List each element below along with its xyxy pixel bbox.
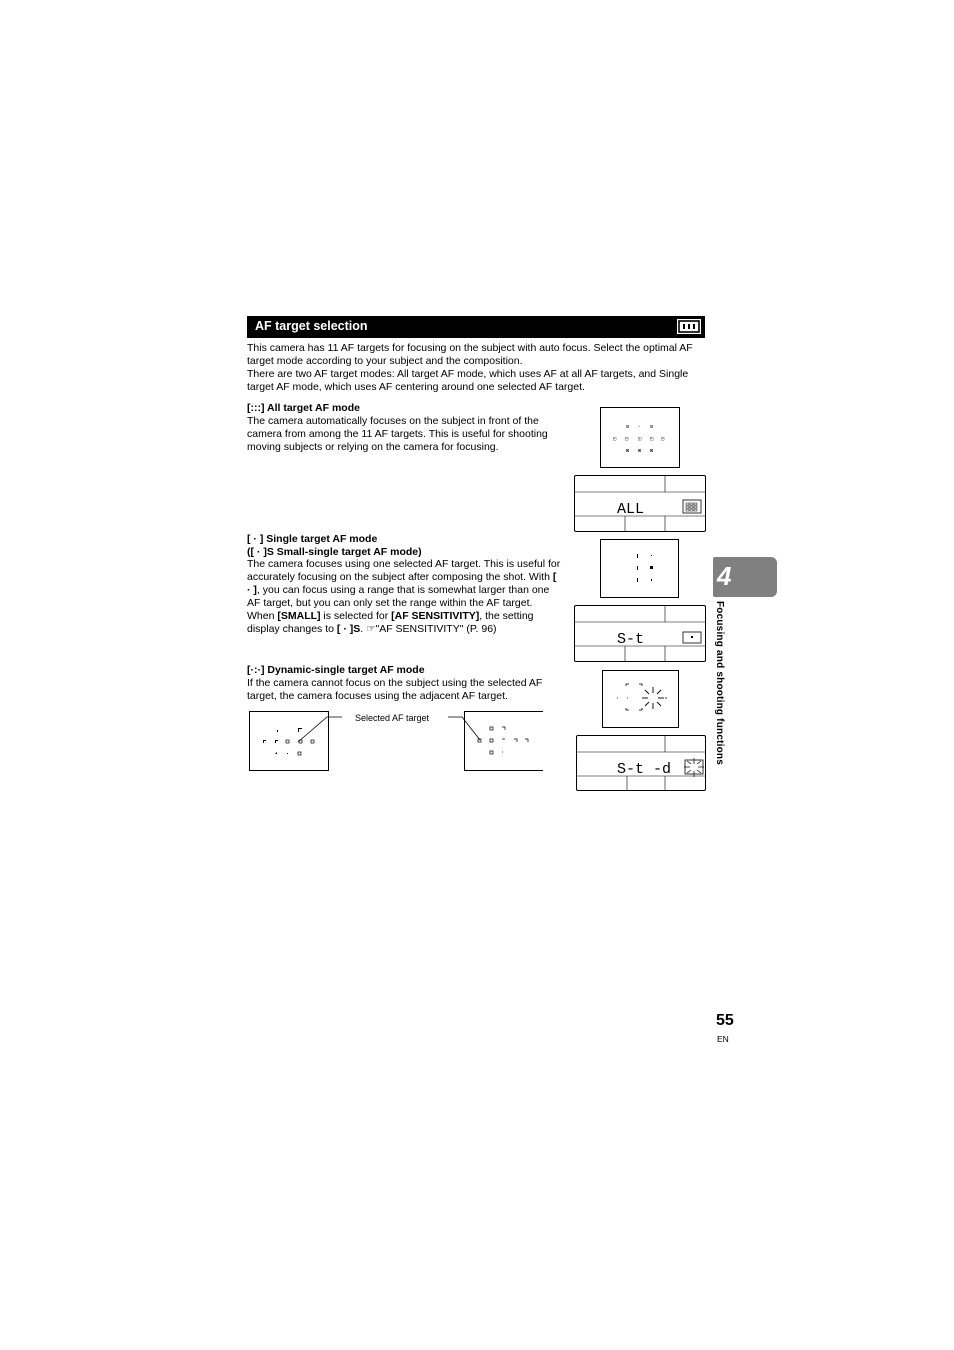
svg-text:◳: ◳ — [625, 436, 629, 442]
chapter-label — [712, 601, 726, 781]
single-target-body-with: With — [528, 571, 553, 583]
svg-text:⊡: ⊡ — [626, 424, 630, 430]
selected-af-target-caption: Selected AF target — [355, 713, 430, 723]
single-target-body-mid2: is selected for — [320, 610, 392, 622]
svg-text:⊠: ⊠ — [626, 448, 630, 454]
section-header-bar — [247, 316, 705, 338]
dynamic-target-heading — [247, 664, 562, 677]
control-panel-all — [574, 475, 706, 532]
control-panel-dynamic — [576, 735, 706, 791]
dynamic-target-mode-icon: [·:·] — [247, 664, 265, 676]
svg-text:◰: ◰ — [650, 436, 654, 442]
single-target-body-mid3: , the setting display changes to — [247, 610, 534, 635]
chapter-label-text: Focusing and shooting functions — [714, 601, 725, 765]
viewfinder-single-target — [600, 539, 679, 598]
af-target-icon — [677, 319, 701, 334]
page-language: EN — [717, 1034, 729, 1044]
svg-text:◳: ◳ — [661, 436, 665, 442]
viewfinder-all-targets — [600, 407, 680, 468]
svg-text:◫: ◫ — [638, 436, 642, 442]
lcd-all-text: ALL — [617, 501, 645, 518]
lcd-dynamic-text: S-t -d — [617, 761, 672, 778]
all-target-body: The camera automatically focuses on the subject in front of the camera from among the 11 AF targets. This is useful for shooting moving subjects or relying on the camera for focusing. — [247, 415, 548, 453]
single-target-body — [247, 558, 562, 636]
svg-text:⊠: ⊠ — [638, 448, 642, 454]
svg-text:⊡: ⊡ — [650, 424, 654, 430]
section-title: AF target selection — [255, 319, 368, 333]
lcd-single-text: S-t — [617, 631, 645, 648]
caption-leader-lines — [290, 712, 490, 747]
small-option-ref: [SMALL] — [277, 610, 321, 622]
single-target-icon-ref: [ · ] — [247, 571, 557, 596]
svg-text:◰: ◰ — [613, 436, 617, 442]
all-target-heading-text: All target AF mode — [267, 402, 360, 414]
single-target-heading: [ · ] Single target AF mode — [247, 533, 378, 545]
single-target-body-line1: The camera focuses using one selected AF target. This is useful for accurately focusing on the subject after composing the shot. — [247, 558, 561, 583]
control-panel-single — [574, 605, 706, 662]
intro-paragraph-1: This camera has 11 AF targets for focusing on the subject with auto focus. Select the optimal AF target mode according to your subject and the composition. — [247, 342, 693, 367]
page-number: 55 — [716, 1012, 734, 1029]
viewfinder-dynamic-target — [602, 670, 679, 728]
svg-text:⊠: ⊠ — [650, 448, 654, 454]
all-target-mode-icon: [:::] — [247, 402, 265, 414]
dynamic-target-body: If the camera cannot focus on the subject using the selected AF target, the camera focuses using the adjacent AF target. — [247, 677, 543, 702]
svg-text:▫: ▫ — [638, 424, 642, 430]
all-target-heading — [247, 402, 562, 415]
small-single-icon-ref: [ · ]S — [336, 623, 361, 635]
chapter-tab — [713, 557, 777, 597]
intro-paragraph-2: There are two AF target modes: All target AF mode, which uses AF at all AF targets, and Single target AF mode, which uses AF centering around one selected AF target. — [247, 368, 689, 393]
dynamic-target-heading-text: Dynamic-single target AF mode — [267, 664, 425, 676]
small-single-target-heading: ([ · ]S Small-single target AF mode) — [247, 546, 422, 558]
page-reference: . ☞"AF SENSITIVITY" (P. 96) — [360, 623, 497, 635]
single-target-body-mid: , you can focus using a range that is somewhat larger than one AF target, but you can only set the range within the AF target. When — [247, 584, 550, 622]
af-sensitivity-ref: [AF SENSITIVITY] — [391, 610, 480, 622]
chapter-number: 4 — [717, 561, 732, 591]
